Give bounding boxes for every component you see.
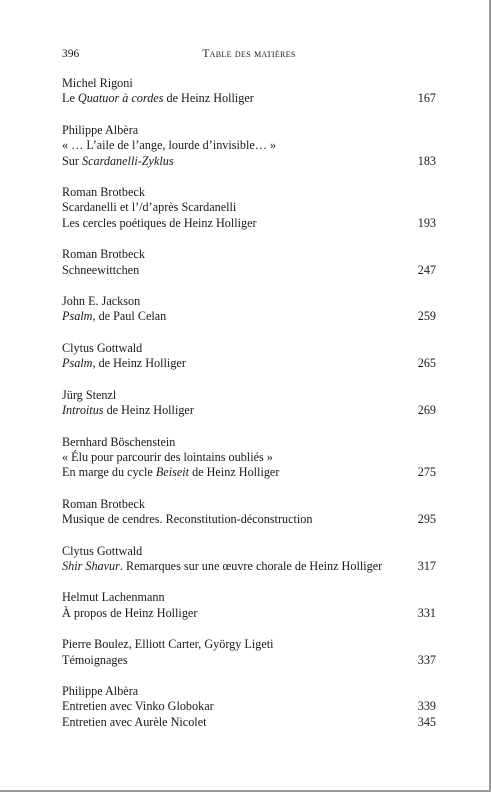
entry-author: Clytus Gottwald [62, 543, 143, 558]
toc-entry [62, 637, 436, 668]
work-title: Scardanelli-Zyklus [81, 153, 174, 168]
toc-entry [62, 123, 436, 169]
running-header [62, 46, 436, 62]
title-text: de Heinz Holliger [189, 465, 280, 480]
title-text: Les cercles poétiques de Heinz Holliger [62, 215, 257, 230]
table-of-contents [62, 76, 436, 746]
entry-title-line [62, 200, 436, 215]
entry-author: Michel Rigoni [62, 76, 133, 90]
title-text: de Heinz Holliger [163, 91, 254, 106]
work-title: Shir Shavur [62, 558, 120, 573]
toc-entry [62, 684, 436, 730]
title-text: Scardanelli et l’/d’après Scardanelli [62, 200, 237, 215]
page-reference: 339 [417, 699, 436, 714]
toc-entry [62, 185, 436, 231]
title-text: Sur [62, 153, 82, 168]
title-text: En marge du cycle [62, 465, 156, 480]
title-text: Témoignages [62, 652, 128, 667]
entry-author: Roman Brotbeck [62, 496, 145, 511]
page-reference: 337 [417, 652, 436, 667]
entry-title-line [62, 154, 436, 169]
title-text: , de Paul Celan [92, 309, 167, 324]
toc-entry [62, 497, 436, 528]
entry-author: Clytus Gottwald [62, 340, 143, 355]
toc-entry [62, 247, 436, 278]
title-text: Entretien avec Vinko Globokar [62, 699, 214, 714]
entry-author: Helmut Lachenmann [62, 590, 165, 605]
page-reference: 259 [417, 309, 436, 324]
title-text: , de Heinz Holliger [92, 356, 186, 371]
toc-entry [62, 388, 436, 419]
entry-title-line [62, 263, 436, 278]
toc-entry [62, 544, 436, 575]
title-text: de Heinz Holliger [103, 403, 194, 418]
page-number: 396 [62, 48, 80, 60]
entry-author: Bernhard Böschenstein [62, 434, 176, 449]
entry-title-line [62, 216, 436, 231]
entry-title-line [62, 653, 436, 668]
title-text: Musique de cendres. Reconstitution-déconstruction [62, 512, 313, 527]
entry-author: John E. Jackson [62, 294, 141, 309]
entry-author: Jürg Stenzl [62, 387, 117, 402]
page-reference: 247 [417, 262, 436, 277]
title-text: Schneewittchen [62, 262, 140, 277]
toc-entry [62, 76, 436, 107]
toc-entry [62, 294, 436, 325]
entry-title-line [62, 512, 436, 527]
title-text: . Remarques sur une œuvre chorale de Heinz Holliger [119, 558, 383, 573]
work-title: Beiseit [155, 465, 190, 480]
entry-title-line [62, 91, 436, 106]
entry-title-line [62, 715, 436, 730]
page-reference: 331 [417, 605, 436, 620]
entry-author: Roman Brotbeck [62, 185, 145, 200]
page-reference: 317 [417, 558, 436, 573]
toc-entry [62, 341, 436, 372]
entry-title-line [62, 450, 436, 465]
title-text: « … L’aile de l’ange, lourde d’invisible… » [62, 138, 277, 153]
page-reference: 265 [417, 356, 436, 371]
entry-title-line [62, 356, 436, 371]
toc-entry [62, 590, 436, 621]
entry-title-line [62, 138, 436, 153]
entry-title-line [62, 606, 436, 621]
toc-entry [62, 435, 436, 481]
title-text: « Élu pour parcourir des lointains oubliés » [62, 449, 273, 464]
running-title: Table des matières [202, 48, 296, 60]
entry-title-line [62, 699, 436, 714]
page-reference: 295 [417, 512, 436, 527]
page-reference: 167 [417, 91, 436, 106]
entry-author: Pierre Boulez, Elliott Carter, György Ligeti [62, 637, 274, 652]
page-reference: 345 [417, 714, 436, 729]
title-text: Le [62, 91, 78, 106]
entry-title-line [62, 309, 436, 324]
entry-author: Roman Brotbeck [62, 247, 145, 262]
title-text: Entretien avec Aurèle Nicolet [62, 714, 207, 729]
title-text: À propos de Heinz Holliger [62, 605, 198, 620]
entry-author: Philippe Albèra [62, 683, 139, 698]
page-reference: 269 [417, 403, 436, 418]
entry-title-line [62, 403, 436, 418]
page-reference: 193 [417, 215, 436, 230]
work-title: Quatuor à cordes [77, 91, 164, 106]
work-title: Psalm [62, 309, 93, 324]
entry-title-line [62, 465, 436, 480]
entry-title-line [62, 559, 436, 574]
page-reference: 275 [417, 465, 436, 480]
page-reference: 183 [417, 153, 436, 168]
entry-author: Philippe Albèra [62, 122, 139, 137]
work-title: Psalm [62, 356, 93, 371]
work-title: Introitus [62, 403, 104, 418]
